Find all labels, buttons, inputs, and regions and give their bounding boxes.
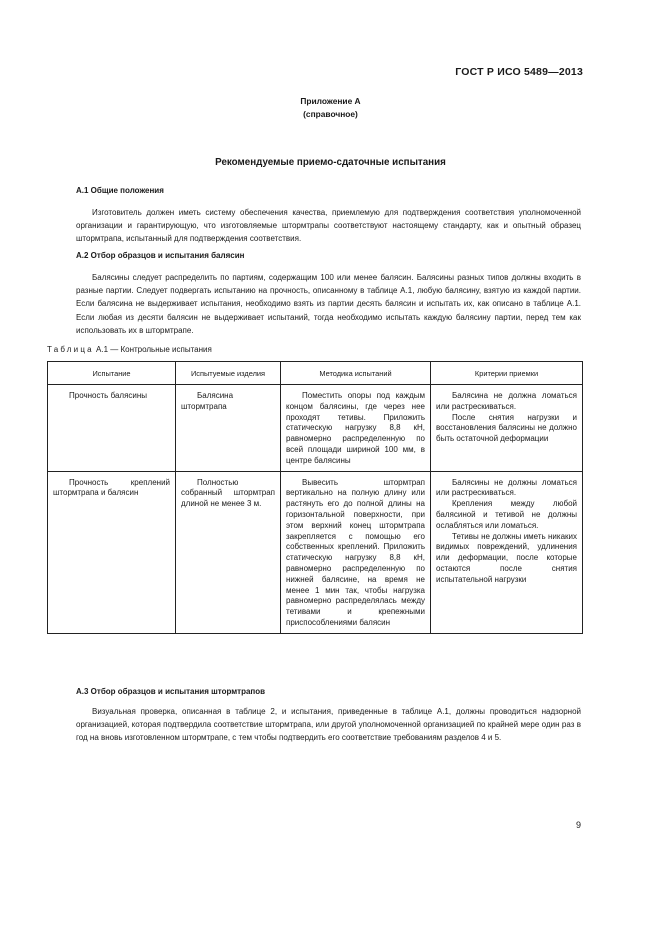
cell-criteria-text-3: Тетивы не должны иметь никаких видимых повреждений, удлинения или деформации, после которые остаются после снятия испытательной нагрузки: [436, 531, 577, 584]
cell-criteria: [431, 471, 583, 633]
cell-criteria-text-2: После снятия нагрузки и восстановления балясины не должно быть остаточной деформации: [436, 412, 577, 444]
cell-test-text: Прочность балясины: [69, 391, 148, 400]
cell-items-text: Балясина штормтрапа: [181, 391, 234, 411]
section-a2-heading: А.2 Отбор образцов и испытания балясин: [76, 251, 245, 260]
cell-criteria: [431, 385, 583, 472]
cell-method: [281, 471, 431, 633]
section-a3: [76, 686, 581, 745]
table-row: [48, 385, 583, 472]
cell-method-text: Поместить опоры под каждым концом балясины, где через нее проходят тетивы. Приложить статическую нагрузку 8,8 кН, равномерно распределенную по всей площади шириной 100 мм, в центре балясины: [286, 391, 425, 465]
section-a2: [76, 250, 581, 337]
table-caption: [47, 345, 212, 354]
cell-test-text: Прочность креплений штормтрапа и балясин: [53, 477, 170, 498]
table-caption-title: А.1 — Контрольные испытания: [96, 345, 212, 354]
cell-items-text: Полностью собранный штормтрап длиной не менее 3 м.: [181, 477, 275, 509]
header-test: Испытание: [48, 362, 176, 385]
cell-items: [176, 471, 281, 633]
cell-criteria-text-1: Балясины не должны ломаться или растрескиваться.: [436, 477, 577, 498]
header-items: Испытуемые изделия: [176, 362, 281, 385]
cell-test: [48, 385, 176, 472]
table-caption-word: Таблица: [47, 345, 94, 354]
cell-method: [281, 385, 431, 472]
table-header-row: [48, 362, 583, 385]
appendix-note: (справочное): [303, 109, 358, 119]
header-criteria: Критерии приемки: [431, 362, 583, 385]
section-a1: [76, 185, 581, 246]
table-row: [48, 471, 583, 633]
appendix-heading: [0, 95, 661, 121]
cell-items: [176, 385, 281, 472]
section-a1-text: Изготовитель должен иметь систему обеспечения качества, приемлемую для подтверждения соответствия уполномоченной организации и гарантирующую, что изготовляемые штормтрапы соответствуют настоящему стандарту, как и опытный образец штормтрапа, испытанный для подтверждения соответствия.: [76, 208, 581, 244]
section-a3-text: Визуальная проверка, описанная в таблице 2, и испытания, приведенные в таблице А.1, должны проводиться надзорной организацией, которая подтвердила соответствие штормтрапа, или другой уполномоченной организацией по крайней мере один раз в год на вновь изготовленном штормтрапе, с тем чтобы подтвердить его соответствие требованиям разделов 4 и 5.: [76, 707, 581, 743]
acceptance-table: [47, 361, 583, 634]
section-a2-text: Балясины следует распределить по партиям, содержащим 100 или менее балясин. Балясины разных типов должны входить в разные партии. Следует подвергать испытанию на прочность, описанному в таблице А.1, любую балясину, взятую из каждой партии. Если балясина не выдерживает испытания, необходимо взять из партии десять балясин и испытать их, как описано в таблице А.1. Если любая из десяти балясин не выдерживает испытаний, тогда необходимо испытать каждую балясину партии, перед тем как использовать их в штормтрапе.: [76, 273, 581, 335]
standard-id: ГОСТ Р ИСО 5489—2013: [455, 66, 583, 78]
cell-method-text: Вывесить штормтрап вертикально на полную длину или растянуть его до полной длины на горизонтальной поверхности, при этом верхний конец штормтрапа закрепляется с помощью его собственных креплений. Приложить статическую нагрузку 8,8 кН, равномерно распределенную по нижней балясине, на время не менее 1 мин так, чтобы нагрузка равномерно распределялась между тетивами и крепежными приспособлениями балясин: [286, 477, 425, 627]
section-a1-heading: А.1 Общие положения: [76, 186, 164, 195]
appendix-title: Приложение А: [300, 96, 361, 106]
cell-criteria-text-1: Балясина не должна ломаться или растрескиваться.: [436, 391, 577, 411]
cell-test: [48, 471, 176, 633]
cell-criteria-text-2: Крепления между любой балясиной и тетивой не должны ослабляться или ломаться.: [436, 499, 577, 530]
header-method: Методика испытаний: [281, 362, 431, 385]
section-a3-heading: А.3 Отбор образцов и испытания штормтрапов: [76, 687, 266, 696]
page-number: 9: [575, 820, 581, 830]
document-title: Рекомендуемые приемо-сдаточные испытания: [215, 157, 446, 168]
